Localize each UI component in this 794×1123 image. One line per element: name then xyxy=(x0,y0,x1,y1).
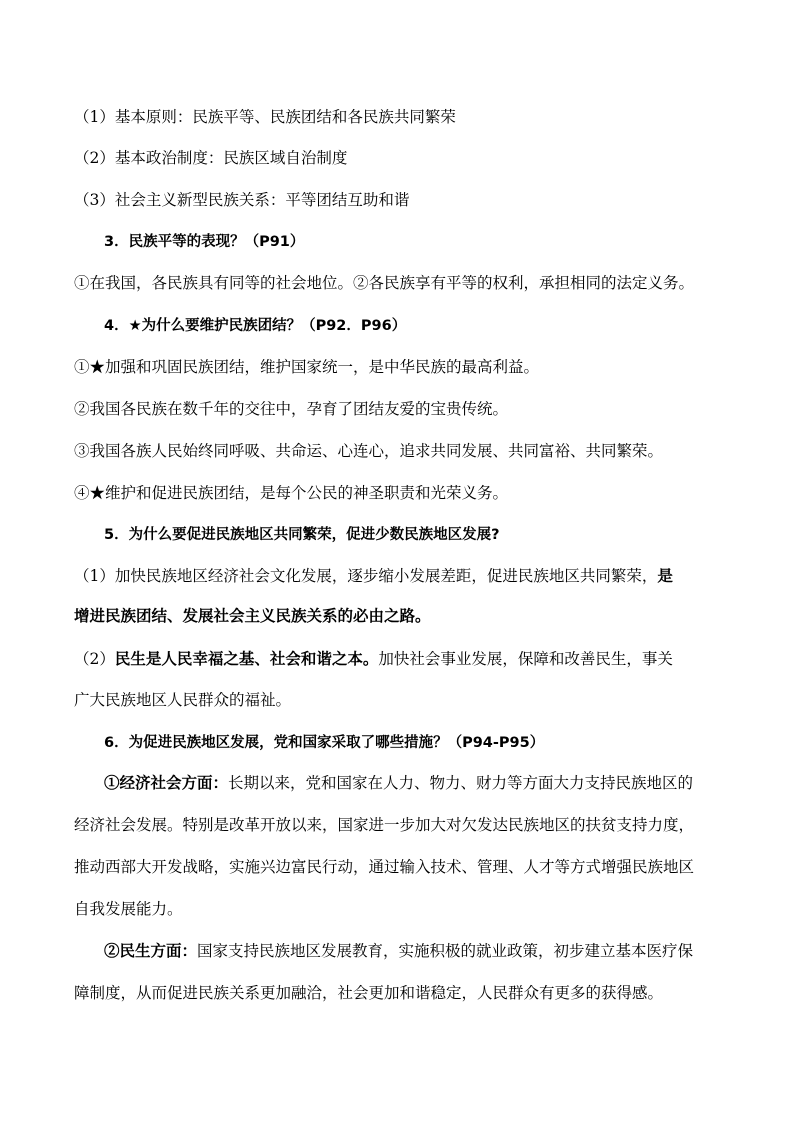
q6-economic-line-1 xyxy=(104,773,724,793)
q5-p2-rest: 加快社会事业发展，保障和改善民生，事关 xyxy=(378,650,673,668)
q3-heading: 3．民族平等的表现？（P91） xyxy=(104,234,305,250)
q5-paragraph-2-line-2: 广大民族地区人民群众的福祉。 xyxy=(74,691,292,709)
q5-p1-bold-start: 是 xyxy=(657,566,673,585)
q5-paragraph-2-line-1 xyxy=(74,649,724,669)
q5-paragraph-1-line-2: 增进民族团结、发展社会主义民族关系的必由之路。 xyxy=(74,606,431,625)
q6-economic-label: ①经济社会方面： xyxy=(104,773,229,792)
q5-p2-prefix: （2） xyxy=(74,650,115,668)
q6-livelihood-line-1 xyxy=(104,941,724,961)
q6-heading: 6．为促进民族地区发展，党和国家采取了哪些措施？（P94-P95） xyxy=(104,735,545,751)
q4-point-1: ①★加强和巩固民族团结，维护国家统一，是中华民族的最高利益。 xyxy=(74,358,540,376)
q6-livelihood-text: 国家支持民族地区发展教育，实施积极的就业政策，初步建立基本医疗保 xyxy=(197,942,694,960)
q5-paragraph-1-line-1 xyxy=(74,566,724,586)
q5-p1-text: （1）加快民族地区经济社会文化发展，逐步缩小发展差距，促进民族地区共同繁荣， xyxy=(74,567,658,585)
q6-economic-text: 长期以来，党和国家在人力、物力、财力等方面大力支持民族地区的 xyxy=(228,774,694,792)
q5-p2-bold: 民生是人民幸福之基、社会和谐之本。 xyxy=(114,649,379,668)
q6-livelihood-label: ②民生方面： xyxy=(104,941,198,960)
q6-economic-line-2: 经济社会发展。特别是改革开放以来，国家进一步加大对欠发达民族地区的扶贫支持力度， xyxy=(74,816,695,834)
q4-point-4: ④★维护和促进民族团结，是每个公民的神圣职责和光荣义务。 xyxy=(74,484,509,502)
q6-economic-line-3: 推动西部大开发战略，实施兴边富民行动，通过输入技术、管理、人才等方式增强民族地区 xyxy=(74,858,695,876)
q4-point-2: ②我国各民族在数千年的交往中，孕育了团结友爱的宝贵传统。 xyxy=(74,400,509,418)
q5-heading: 5．为什么要促进民族地区共同繁荣，促进少数民族地区发展? xyxy=(104,527,500,543)
principle-basic: （1）基本原则：民族平等、民族团结和各民族共同繁荣 xyxy=(74,108,456,126)
q3-answer: ①在我国，各民族具有同等的社会地位。②各民族享有平等的权利，承担相同的法定义务。 xyxy=(74,274,695,292)
principle-political-system: （2）基本政治制度：民族区域自治制度 xyxy=(74,149,348,167)
q4-point-3: ③我国各族人民始终同呼吸、共命运、心连心，追求共同发展、共同富裕、共同繁荣。 xyxy=(74,442,664,460)
q6-livelihood-line-2: 障制度，从而促进民族关系更加融洽，社会更加和谐稳定，人民群众有更多的获得感。 xyxy=(74,984,664,1002)
principle-ethnic-relations: （3）社会主义新型民族关系：平等团结互助和谐 xyxy=(74,191,410,209)
q6-economic-line-4: 自我发展能力。 xyxy=(74,900,183,918)
q4-heading: 4．★为什么要维护民族团结？（P92．P96） xyxy=(104,318,407,334)
